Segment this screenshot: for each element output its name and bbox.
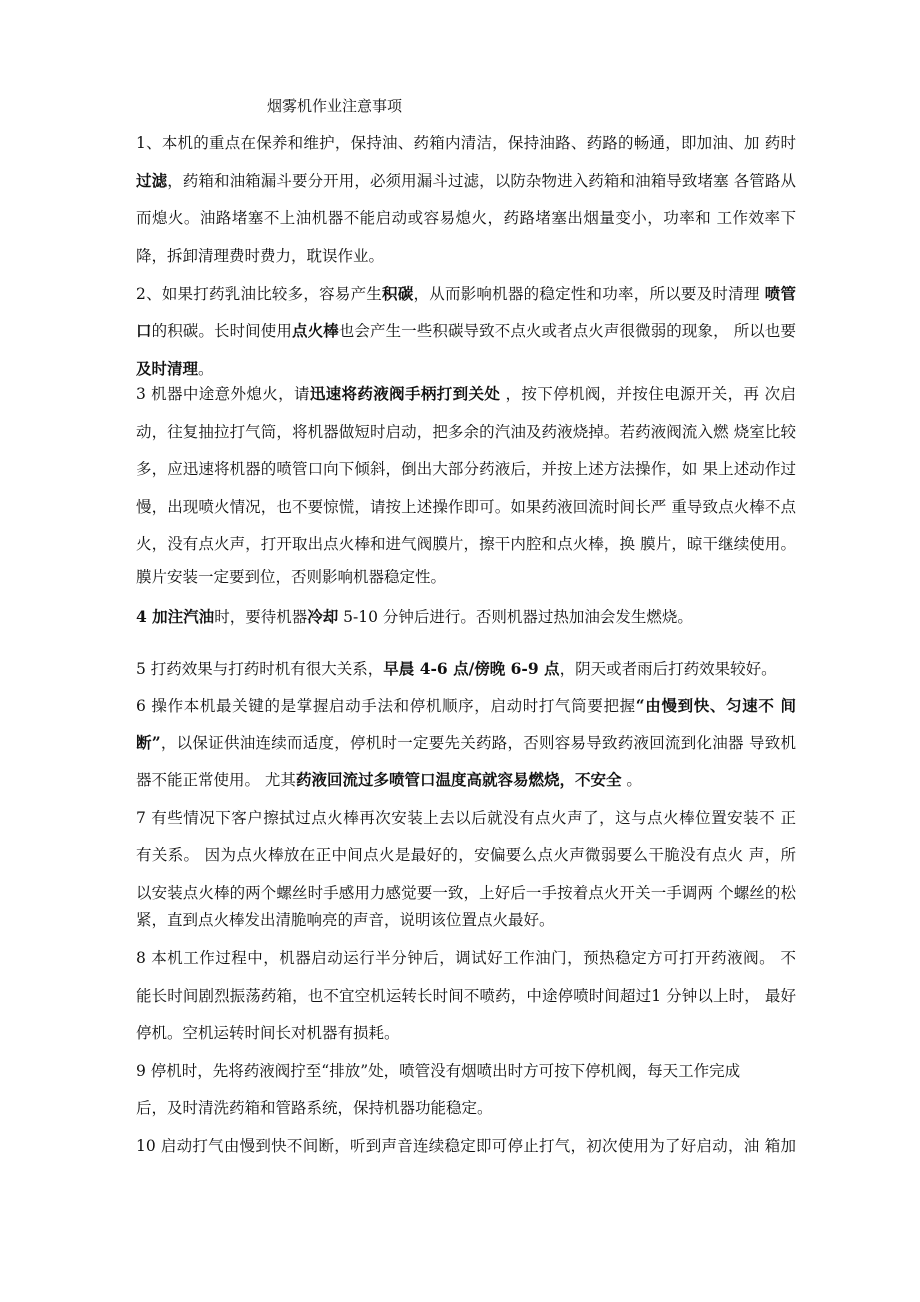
bold-text: 点火棒 (291, 321, 339, 340)
text-line (136, 845, 796, 865)
bold-text: 及时清理 (136, 359, 199, 378)
text: 5 打药效果与打药时机有很大关系， (136, 660, 384, 678)
text: 火，没有点火声，打开取出点火棒和进气阀膜片，擦干内腔和点火棒，换 膜片，晾干继续使用。 (136, 535, 796, 553)
text: 6 操作本机最关键的是掌握启动手法和停机顺序，启动时打气筒要把握 (136, 697, 636, 715)
text: 紧，直到点火棒发出清脆响亮的声音，说明该位置点火最好。 (136, 911, 555, 929)
text: 时，要待机器 (214, 608, 308, 626)
text-line (136, 567, 796, 587)
text: 8 本机工作过程中，机器启动运行半分钟后，调试好工作油门，预热稳定方可打开药液阀。 不 (136, 949, 796, 967)
text-line (136, 171, 796, 191)
bold-text: 过滤 (136, 171, 168, 190)
text-line (136, 696, 796, 716)
text: 能长时间剧烈振荡药箱，也不宜空机运转长时间不喷药，中途停喷时间超过1 分钟以上时， 最好 (136, 987, 796, 1005)
text: 有关系。 因为点火棒放在正中间点火是最好的，安偏要么点火声微弱要么干脆没有点火 声，所 (136, 846, 796, 864)
text: 而熄火。油路堵塞不上油机器不能启动或容易熄火，药路堵塞出烟量变小，功率和 工作效率下 (136, 209, 796, 227)
text: 膜片安装一定要到位，否则影响机器稳定性。 (136, 568, 447, 586)
text: 。 (621, 771, 642, 789)
bold-text: 药液回流过多喷管口温度高就容易燃烧，不安全 (295, 770, 622, 789)
text-line (136, 808, 796, 828)
text-line (136, 321, 796, 341)
text-line (136, 986, 796, 1006)
bold-text: 断” (136, 733, 161, 752)
text: 。 (198, 360, 214, 378)
text: 器不能正常使用。 尤其 (136, 771, 296, 789)
text: 7 有些情况下客户擦拭过点火棒再次安装上去以后就没有点火声了，这与点火棒位置安装不 正 (136, 809, 796, 827)
bold-text: 迅速将药液阀手柄打到关处 (309, 384, 501, 403)
text: ，从而影响机器的稳定性和功率，所以要及时清理 (413, 285, 765, 303)
text-line (136, 534, 796, 554)
text: 9 停机时，先将药液阀拧至“排放”处，喷管没有烟喷出时方可按下停机阀，每天工作完成 (136, 1062, 741, 1080)
text-line (136, 359, 796, 379)
text-line (136, 246, 796, 266)
bold-text: 积碳 (382, 284, 414, 303)
text: 2、如果打药乳油比较多，容易产生 (136, 285, 383, 303)
text-line (136, 384, 796, 404)
text-line (136, 284, 796, 304)
bold-text: 4 加注汽油 (136, 607, 215, 626)
text: 以安装点火棒的两个螺丝时手感用力感觉要一致，上好后一手按着点火开关一手调两 个螺丝的松 (136, 884, 796, 902)
text: 停机。空机运转时间长对机器有损耗。 (136, 1024, 400, 1042)
text-line (136, 1061, 796, 1081)
text: ，以保证供油连续而适度，停机时一定要先关药路，否则容易导致药液回流到化油器 导致机 (160, 734, 796, 752)
text: 的积碳。长时间使用 (151, 322, 292, 340)
document-title: 烟雾机作业注意事项 (267, 97, 403, 115)
text-line (136, 208, 796, 228)
text-line (136, 497, 796, 517)
text-line (136, 1136, 796, 1156)
bold-text: 早晨 4-6 点/傍晚 6-9 点 (383, 659, 560, 678)
text: 动，往复抽拉打气筒，将机器做短时启动，把多余的汽油及药液烧掉。若药液阀流入燃 烧室比较 (136, 423, 796, 441)
text-line (136, 883, 796, 903)
text-line (136, 133, 796, 153)
text: ，阴天或者雨后打药效果较好。 (559, 660, 777, 678)
text-line (136, 659, 796, 679)
text-line (136, 1023, 796, 1043)
text: 1、本机的重点在保养和维护，保持油、药箱内清洁，保持油路、药路的畅通，即加油、加 药时 (136, 134, 796, 152)
text: 3 机器中途意外熄火，请 (136, 385, 310, 403)
text-line (136, 733, 796, 753)
text: 多，应迅速将机器的喷管口向下倾斜，倒出大部分药液后，并按上述方法操作，如 果上述动作过 (136, 460, 796, 478)
text-line (136, 910, 796, 930)
text-line (136, 459, 796, 479)
text: 慢，出现喷火情况，也不要惊慌，请按上述操作即可。如果药液回流时间长严 重导致点火棒不点 (136, 498, 796, 516)
text: ，按下停机阀，并按住电源开关，再 次启 (500, 385, 796, 403)
text: 降，拆卸清理费时费力，耽误作业。 (136, 247, 385, 265)
bold-text: 喷管 (764, 284, 796, 303)
text-line (136, 607, 796, 627)
text-line (136, 948, 796, 968)
text: 也会产生一些积碳导致不点火或者点火声很微弱的现象， 所以也要 (338, 322, 796, 340)
text-line (136, 770, 796, 790)
bold-text: 冷却 (307, 607, 339, 626)
text: 10 启动打气由慢到快不间断，听到声音连续稳定即可停止打气，初次使用为了好启动，油 箱加 (136, 1137, 796, 1155)
text-line (136, 1098, 796, 1118)
text-line (136, 422, 796, 442)
bold-text: “由慢到快、匀速不 间 (635, 696, 796, 715)
text: 后，及时清洗药箱和管路系统，保持机器功能稳定。 (136, 1099, 493, 1117)
text: 5-10 分钟后进行。否则机器过热加油会发生燃烧。 (338, 608, 693, 626)
text: ，药箱和油箱漏斗要分开用，必须用漏斗过滤，以防杂物进入药箱和油箱导致堵塞 各管路从 (167, 172, 796, 190)
bold-text: 口 (136, 321, 152, 340)
